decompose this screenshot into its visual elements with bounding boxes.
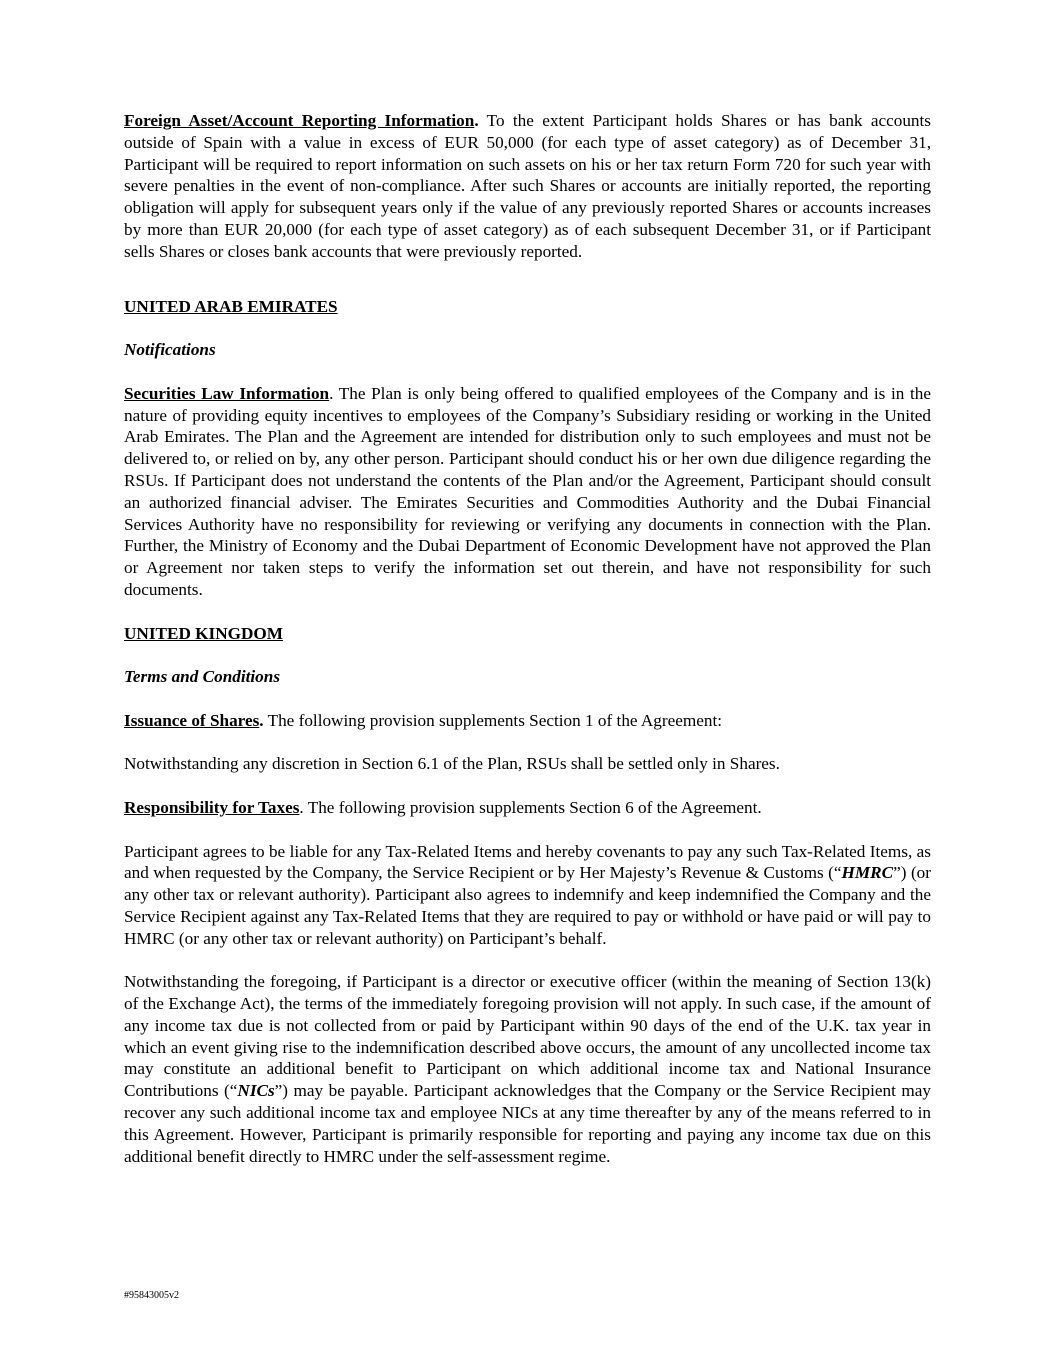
uk-director-text-2: ”) may be payable. Participant acknowledges that the Company or the Service Recipient may recover any such additional income tax and employee NICs at any time thereafter by any of the means referred to in this Agreement. However, Participant is primarily responsible for reporting and paying any income tax due on this additional benefit directly to HMRC under the self-assessment regime. (124, 1081, 931, 1166)
uk-director-paragraph (124, 971, 931, 1167)
spain-reporting-paragraph (124, 110, 931, 263)
spain-reporting-body: To the extent Participant holds Shares or has bank accounts outside of Spain with a value in excess of EUR 50,000 (for each type of asset category) as of December 31, Participant will be required to report information on such assets on his or her tax return Form 720 for such year with severe penalties in the event of non-compliance. After such Shares or accounts are initially reported, the reporting obligation will apply for subsequent years only if the value of any previously reported Shares or accounts increases by more than EUR 20,000 (for each type of asset category) as of each subsequent December 31, or if Participant sells Shares or closes bank accounts that were previously reported. (124, 111, 931, 261)
uae-heading: UNITED ARAB EMIRATES (124, 296, 338, 316)
uae-securities-body: . The Plan is only being offered to qualified employees of the Company and is in the nature of providing equity incentives to employees of the Company’s Subsidiary residing or working in the United Arab Emirates. The Plan and the Agreement are intended for distribution only to such employees and must not be delivered to, or relied on by, any other person. Participant should conduct his or her own due diligence regarding the RSUs. If Participant does not understand the contents of the Plan and/or the Agreement, Participant should consult an authorized financial adviser. The Emirates Securities and Commodities Authority and the Dubai Financial Services Authority have no responsibility for reviewing or verifying any documents in connection with the Plan. Further, the Ministry of Economy and the Dubai Department of Economic Development have not approved the Plan or Agreement nor taken steps to verify the information set out therein, and have not responsibility for such documents. (124, 383, 932, 599)
uk-taxes-lead: Responsibility for Taxes (124, 797, 300, 817)
spain-reporting-lead-punct: . (474, 111, 479, 130)
uk-liability-text-2: ”) (or any other tax or relevant authority). Participant also agrees to indemnify and keep indemnified the Company and the Service Recipient against any Tax-Related Items that they are required to pay or withhold or have paid or will pay to HMRC (or any other tax or relevant authority) on Participant’s behalf. (124, 863, 931, 948)
spain-reporting-lead: Foreign Asset/Account Reporting Information (124, 111, 475, 130)
uae-securities-lead: Securities Law Information (124, 383, 330, 403)
uk-terms-subheading: Terms and Conditions (124, 667, 281, 687)
uk-issuance-paragraph (124, 710, 931, 732)
uk-liability-paragraph (124, 841, 931, 950)
uk-taxes-paragraph (124, 797, 931, 819)
uk-issuance-body: The following provision supplements Section 1 of the Agreement: (263, 710, 723, 730)
document-id-footer: #95843005v2 (124, 1290, 179, 1301)
uk-issuance-lead: Issuance of Shares (124, 710, 260, 730)
uae-notifications-subheading: Notifications (124, 340, 216, 360)
document-page (124, 110, 931, 1189)
uk-taxes-body: . The following provision supplements Section 6 of the Agreement. (299, 797, 762, 817)
nics-defined-term: NICs (237, 1081, 275, 1101)
uk-heading: UNITED KINGDOM (124, 623, 283, 643)
uk-settlement-paragraph: Notwithstanding any discretion in Section 6.1 of the Plan, RSUs shall be settled only in Shares. (124, 754, 780, 774)
uk-liability-text-1: Participant agrees to be liable for any Tax-Related Items and hereby covenants to pay any such Tax-Related Items, as and when requested by the Company, the Service Recipient or by Her Majesty’s Revenue & Customs (“ (124, 841, 931, 883)
uae-securities-paragraph (124, 383, 931, 601)
hmrc-defined-term: HMRC (841, 863, 894, 883)
uk-issuance-lead-punct: . (259, 710, 264, 730)
uk-director-text-1: Notwithstanding the foregoing, if Participant is a director or executive officer (within the meaning of Section 13(k) of the Exchange Act), the terms of the immediately foregoing provision will not apply. In such case, if the amount of any income tax due is not collected from or paid by Participant within 90 days of the end of the U.K. tax year in which an event giving rise to the indemnification described above occurs, the amount of any uncollected income tax may constitute an additional benefit to Participant on which additional income tax and National Insurance Contributions (“ (124, 972, 931, 1101)
